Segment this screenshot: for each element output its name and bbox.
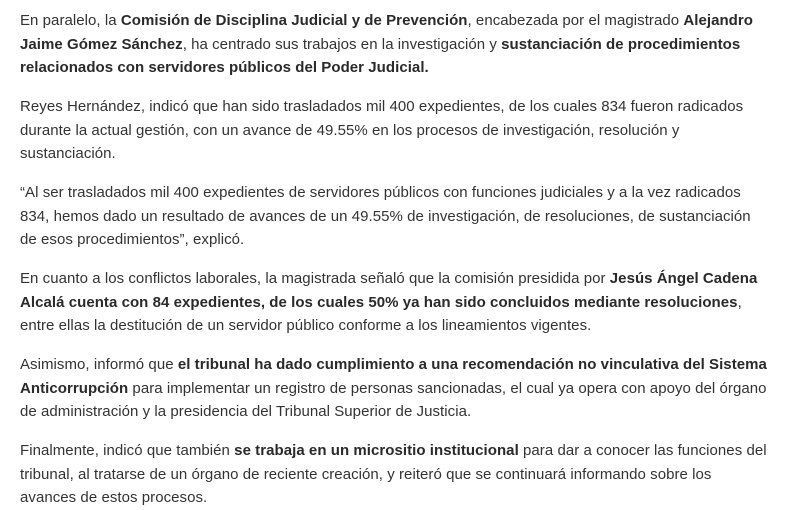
text-segment: “Al ser trasladados mil 400 expedientes de servidores públicos con funciones judiciales y a la vez radicados 834, hemos dado un resultado de avances de un 49.55% de investigación, de resoluciones, de sustanciación de esos procedimientos”, explicó.	[20, 184, 751, 248]
bold-text-segment: el tribunal ha dado cumplimiento a una recomendación no vinculativa del Sistema Anticorrupción	[20, 356, 767, 397]
text-segment: , encabezada por el magistrado	[467, 12, 684, 29]
text-segment: Reyes Hernández, indicó que han sido trasladados mil 400 expedientes, de los cuales 834 fueron radicados durante la actual gestión, con un avance de 49.55% en los procesos de investigación, resolución y sustanciación.	[20, 98, 744, 162]
article-paragraph	[20, 95, 768, 166]
text-segment: , entre ellas la destitución de un servidor público conforme a los lineamientos vigentes.	[20, 293, 742, 334]
bold-text-segment: sustanciación de procedimientos relacionados con servidores públicos del Poder Judicial.	[20, 35, 741, 76]
text-segment: para dar a conocer las funciones del tribunal, al tratarse de un órgano de reciente creación, y reiteró que se continuará informando sobre los avances de estos procesos.	[20, 442, 767, 506]
article-paragraph	[20, 267, 768, 338]
text-segment: Asimismo, informó que	[20, 356, 178, 373]
text-segment: , ha centrado sus trabajos en la investigación y	[182, 35, 502, 53]
bold-text-segment: se trabaja en un micrositio institucional	[234, 442, 519, 459]
bold-text-segment: Comisión de Disciplina Judicial y de Prevención	[120, 12, 468, 29]
bold-text-segment: Jesús Ángel Cadena Alcalá cuenta con 84 expedientes, de los cuales 50% ya han sido concluidos mediante resoluciones	[20, 270, 758, 311]
text-segment: Finalmente, indicó que también	[20, 442, 235, 459]
text-segment: para implementar un registro de personas sancionadas, el cual ya opera con apoyo del órgano de administración y la presidencia del Tribunal Superior de Justicia.	[20, 379, 767, 420]
text-segment: En paralelo, la	[20, 12, 121, 29]
bold-text-segment: Alejandro Jaime Gómez Sánchez	[20, 12, 753, 53]
article-paragraph-quote	[20, 181, 768, 252]
article-paragraph	[20, 9, 768, 80]
text-segment: En cuanto a los conflictos laborales, la magistrada señaló que la comisión presidida por	[20, 270, 610, 287]
article-paragraph	[20, 353, 768, 424]
